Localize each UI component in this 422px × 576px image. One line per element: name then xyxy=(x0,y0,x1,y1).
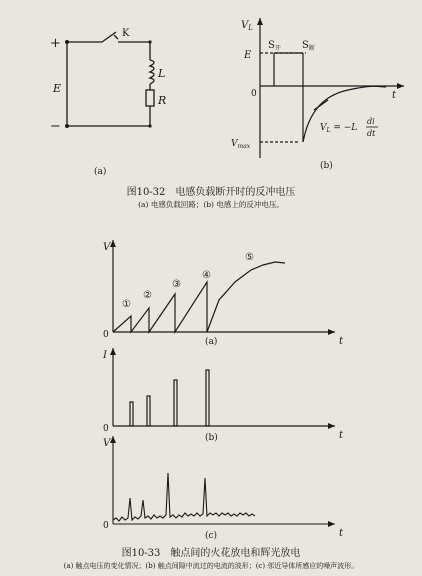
axis-vl-label: $V_L$ xyxy=(241,20,253,32)
origin-label-c: 0 xyxy=(103,521,109,531)
figure-caption-10-33: 图10-33 触点间的火花放电和辉光放电 xyxy=(121,548,301,559)
formula-denominator: dt xyxy=(367,129,376,138)
s-open-label: $S_开$ xyxy=(268,40,281,52)
origin-label: 0 xyxy=(251,89,257,99)
contact-voltage-plot xyxy=(95,232,355,352)
figure-subcaption-10-33: (a) 触点电压的变化情况；(b) 触点间隙中流过的电流的波形；(c) 邻近导体所感应的噪声波形。 xyxy=(63,562,359,570)
formula: $V_L = -L$ xyxy=(320,123,358,134)
panel-label-33a: (a) xyxy=(205,337,218,347)
axis-i-label-b: I xyxy=(103,350,107,361)
source-label: E xyxy=(53,82,62,95)
voltage-waveform xyxy=(228,6,418,176)
switch-label: K xyxy=(122,28,130,39)
phase-label-2: ② xyxy=(143,290,152,301)
gap-current-plot xyxy=(95,342,355,442)
noise-waveform-plot xyxy=(95,430,355,540)
axis-v-label-a: V xyxy=(103,242,111,253)
phase-label-5: ⑤ xyxy=(245,252,254,263)
origin-label-a: 0 xyxy=(103,330,109,340)
formula-numerator: di xyxy=(367,117,375,126)
axis-t-label: t xyxy=(392,90,397,101)
panel-label-33b: (b) xyxy=(205,433,218,442)
plus-sign: + xyxy=(50,36,61,51)
inductor-label: L xyxy=(158,67,166,80)
figure-caption-10-32: 图10-32 电感负载断开时的反冲电压 xyxy=(126,187,296,198)
axis-v-label-c: V xyxy=(103,438,111,449)
minus-sign: − xyxy=(50,119,61,134)
axis-t-label-b: t xyxy=(339,430,344,441)
origin-label-b: 0 xyxy=(103,424,109,434)
phase-label-4: ④ xyxy=(202,270,211,281)
resistor-label: R xyxy=(158,94,167,107)
phase-label-1: ① xyxy=(122,299,131,310)
axis-t-label-a: t xyxy=(339,336,344,347)
axis-t-label-c: t xyxy=(339,528,344,539)
s-close-label: $S_断$ xyxy=(302,40,315,52)
figure-subcaption-10-32: (a) 电感负载回路；(b) 电感上的反冲电压。 xyxy=(138,200,284,209)
panel-label-b: (b) xyxy=(320,161,333,171)
panel-label-a: (a) xyxy=(94,167,107,177)
vmax-label: $V_{max}$ xyxy=(231,139,251,150)
panel-label-33c: (c) xyxy=(205,531,218,540)
level-e-label: E xyxy=(244,50,252,61)
phase-label-3: ③ xyxy=(172,279,181,290)
circuit-diagram xyxy=(30,12,230,187)
